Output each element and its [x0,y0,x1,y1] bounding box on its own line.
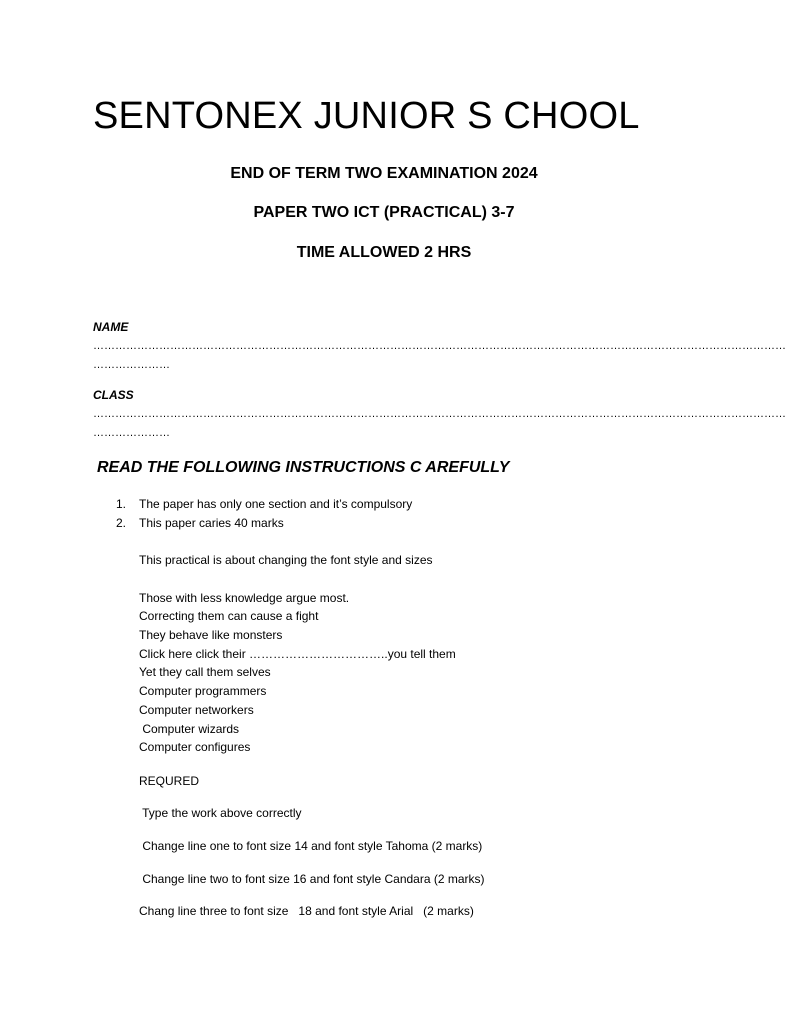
class-dotted-line-continued: ………………… [93,427,170,439]
poem-line: Yet they call them selves [139,665,271,679]
poem-line: Computer configures [139,740,251,754]
instruction-item [116,496,412,512]
time-heading: TIME ALLOWED 2 HRS [296,244,472,261]
practical-intro: This practical is about changing the font style and sizes [139,553,433,567]
poem-line: Click here click their ……………………………..you tell them [139,647,456,661]
paper-heading: PAPER TWO ICT (PRACTICAL) 3-7 [253,204,515,221]
name-dotted-line-continued: ………………… [93,359,170,371]
poem-line: Those with less knowledge argue most. [139,591,350,605]
instruction-text: The paper has only one section and it’s compulsory [139,497,413,511]
required-label: REQURED [139,774,200,788]
class-label: CLASS [93,388,134,402]
instruction-number: 1. [116,497,127,511]
name-dotted-line: ……………………………………………………………………………………………………………………………………………………………………… [93,340,786,352]
task-line: Type the work above correctly [139,806,302,820]
instruction-number: 2. [116,516,127,530]
poem-line: They behave like monsters [139,628,283,642]
task-line: Change line two to font size 16 and font style Candara (2 marks) [139,872,485,886]
class-dotted-line: ……………………………………………………………………………………………………………………………………………………………………… [93,408,786,420]
exam-heading: END OF TERM TWO EXAMINATION 2024 [230,165,538,182]
instruction-item [116,515,284,531]
instruction-text: This paper caries 40 marks [139,516,284,530]
poem-line: Computer programmers [139,684,267,698]
name-label: NAME [93,320,129,334]
poem-line: Computer wizards [139,722,240,736]
school-title: SENTONEX JUNIOR S CHOOL [93,95,640,137]
poem-line: Correcting them can cause a fight [139,609,319,623]
task-line: Chang line three to font size 18 and font style Arial (2 marks) [139,904,474,918]
poem-line: Computer networkers [139,703,254,717]
task-line: Change line one to font size 14 and font style Tahoma (2 marks) [139,839,483,853]
instructions-title: READ THE FOLLOWING INSTRUCTIONS C AREFULLY [97,459,510,476]
